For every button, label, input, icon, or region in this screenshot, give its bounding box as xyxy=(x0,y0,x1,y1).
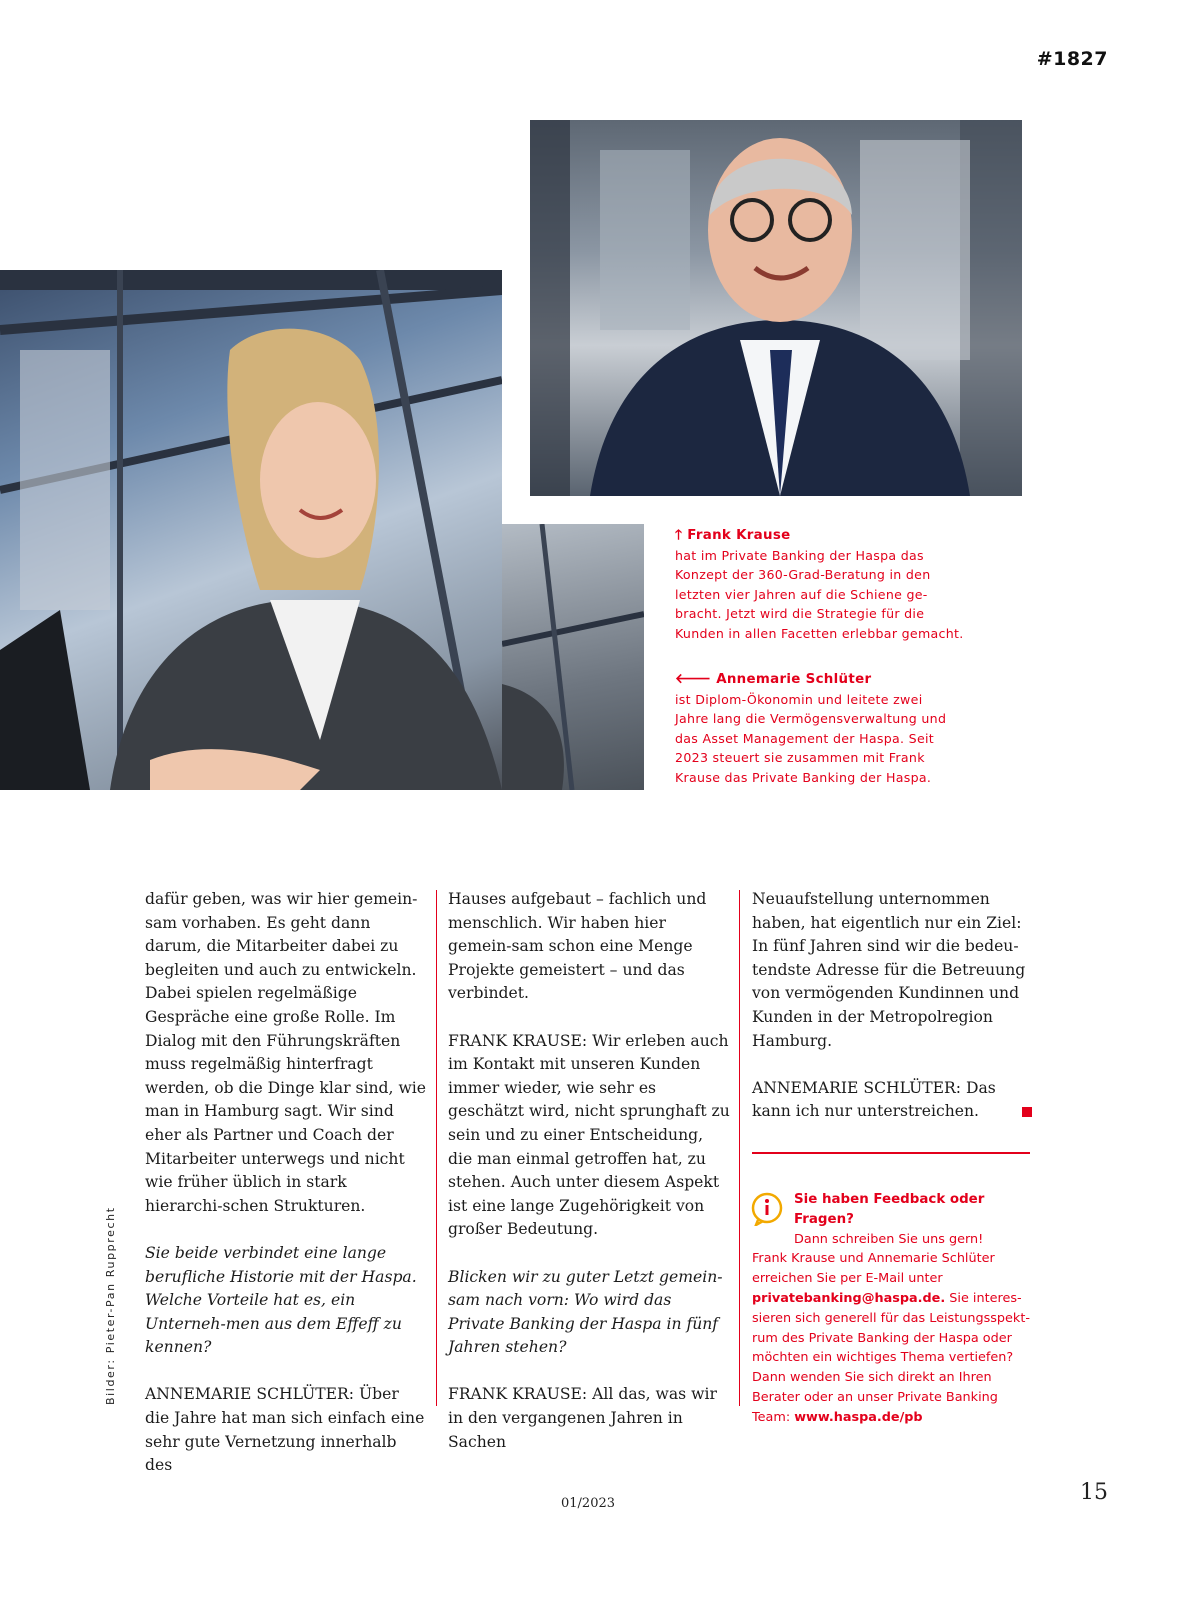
info-divider xyxy=(752,1152,1030,1154)
website-link[interactable]: www.haspa.de/pb xyxy=(794,1409,923,1425)
caption-line: ist Diplom-Ökonomin und leitete zwei xyxy=(675,691,923,707)
caption-line: das Asset Management der Haspa. Seit xyxy=(675,730,935,746)
page-number: 15 xyxy=(1080,1480,1108,1505)
caption-name: 🡐 Annemarie Schlüter xyxy=(675,672,872,687)
column-rule xyxy=(739,890,740,1406)
article-column-2 xyxy=(448,888,730,1478)
paragraph: FRANK KRAUSE: All das, was wir in den vergangenen Jahren in Sachen xyxy=(448,1385,717,1451)
caption-line: bracht. Jetzt wird die Strategie für die xyxy=(675,606,925,622)
interview-question: Blicken wir zu guter Letzt gemein-sam nach vorn: Wo wird das Private Banking der Haspa in fünf Jahren stehen? xyxy=(448,1267,723,1357)
caption-line: hat im Private Banking der Haspa das xyxy=(675,547,924,563)
caption-annemarie-schlueter xyxy=(675,670,975,788)
email-link[interactable]: privatebanking@haspa.de. xyxy=(752,1290,946,1306)
paragraph: ANNEMARIE SCHLÜTER: Über die Jahre hat man sich einfach eine sehr gute Vernetzung innerhalb des xyxy=(145,1385,425,1475)
footer-issue: 01/2023 xyxy=(561,1496,616,1511)
paragraph-closing: ANNEMARIE SCHLÜTER: Das kann ich nur unterstreichen. xyxy=(752,1077,1034,1124)
caption-line: letzten vier Jahren auf die Schiene ge- xyxy=(675,586,928,602)
end-square-icon xyxy=(1022,1107,1032,1117)
interview-question: Sie beide verbindet eine lange berufliche Historie mit der Haspa. Welche Vorteile hat es, ein Unterneh-men aus dem Effeff zu kennen? xyxy=(145,1243,417,1357)
feedback-info-box xyxy=(752,1190,1034,1428)
photo-annemarie-schlueter-extension xyxy=(502,524,644,790)
paragraph: FRANK KRAUSE: Wir erleben auch im Kontakt mit unseren Kunden immer wieder, wie sehr es geschätzt wird, nicht sprunghaft zu sein und zu einer Entscheidung, die man einmal getroffen hat, zu stehen. Auch unter diesem Aspekt ist eine lange Zugehörigkeit von großer Bedeutung. xyxy=(448,1031,730,1239)
info-subline: Dann schreiben Sie uns gern! xyxy=(794,1231,984,1247)
photo-frank-krause xyxy=(530,120,1022,496)
info-icon xyxy=(750,1192,784,1226)
issue-number: #1827 xyxy=(1036,48,1108,70)
arrow-left-icon: 🡐 xyxy=(675,672,712,687)
caption-line: Konzept der 360-Grad-Beratung in den xyxy=(675,567,931,583)
caption-line: 2023 steuert sie zusammen mit Frank xyxy=(675,750,925,766)
caption-line: Kunden in allen Facetten erlebbar gemacht. xyxy=(675,625,964,641)
article-column-3 xyxy=(752,888,1034,1148)
caption-frank-krause xyxy=(675,526,975,644)
caption-line: Krause das Private Banking der Haspa. xyxy=(675,769,932,785)
info-headline: Sie haben Feedback oder Fragen? xyxy=(794,1192,985,1227)
paragraph: Hauses aufgebaut – fachlich und menschlich. Wir haben hier gemein-sam schon eine Menge Projekte gemeistert – und das verbindet. xyxy=(448,890,707,1003)
column-rule xyxy=(436,890,437,1406)
info-text: Frank Krause und Annemarie Schlüter erreichen Sie per E-Mail unter privatebanking@haspa.de. Sie interes-sieren sich generell für das Leistungsspekt-rum des Private Banking der Haspa oder möchten ein wichtiges Thema vertiefen? Dann wenden Sie sich direkt an Ihren Berater oder an unser Private Banking Team: www.haspa.de/pb xyxy=(752,1251,1030,1425)
paragraph: Neuaufstellung unternommen haben, hat eigentlich nur ein Ziel: In fünf Jahren sind wir die bedeu-tendste Adresse für die Betreuung von vermögenden Kundinnen und Kunden in der Metropolregion Hamburg. xyxy=(752,890,1026,1050)
article-column-1 xyxy=(145,888,427,1501)
caption-line: Jahre lang die Vermögensverwaltung und xyxy=(675,711,947,727)
paragraph: dafür geben, was wir hier gemein-sam vorhaben. Es geht dann darum, die Mitarbeiter dabei zu begleiten und auch zu entwickeln. Dabei spielen regelmäßige Gespräche eine große Rolle. Im Dialog mit den Führungskräften muss regelmäßig hinterfragt werden, ob die Dinge klar sind, wie man in Hamburg sagt. Wir sind eher als Partner und Coach der Mitarbeiter unterwegs und nicht wie früher üblich in stark hierarchi-schen Strukturen. xyxy=(145,890,427,1215)
photo-credit: Bilder: Pieter-Pan Rupprecht xyxy=(104,1206,117,1405)
photo-annemarie-schlueter xyxy=(0,270,502,790)
caption-name: 🡑 Frank Krause xyxy=(675,528,791,543)
arrow-up-icon: 🡑 xyxy=(675,528,683,543)
